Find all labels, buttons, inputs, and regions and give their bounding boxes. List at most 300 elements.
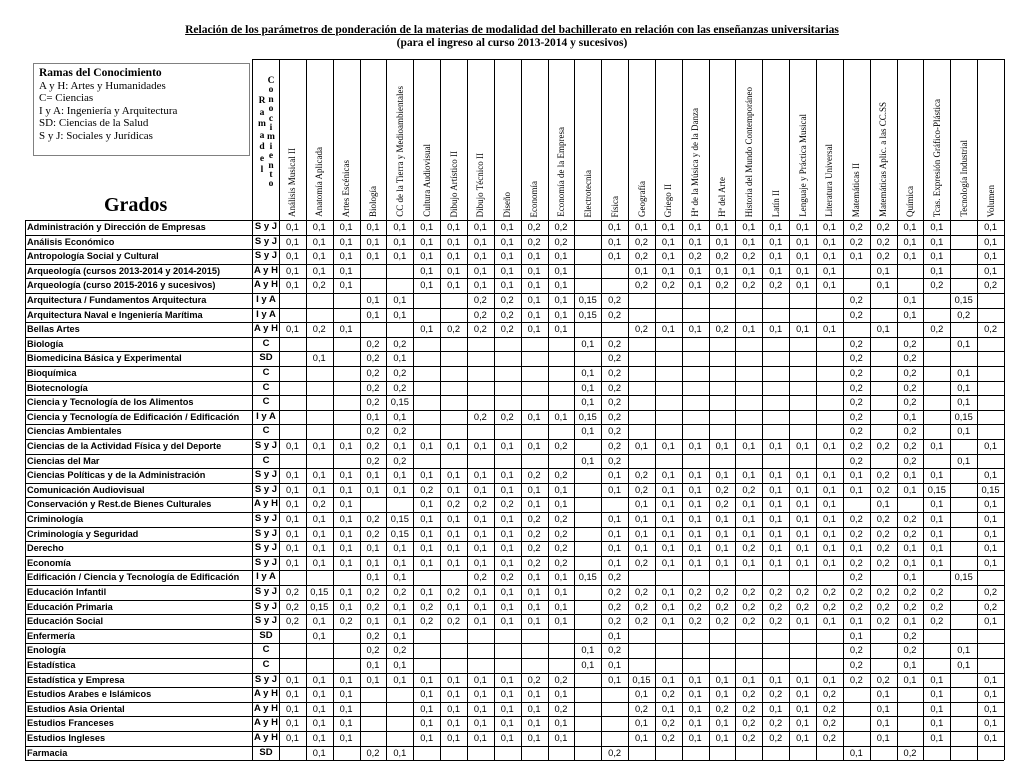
table-cell: 0,1 bbox=[984, 543, 998, 554]
table-cell: 0,1 bbox=[447, 718, 460, 729]
table-cell: 0,1 bbox=[366, 674, 380, 685]
grado-rama: C bbox=[262, 425, 270, 437]
rama-header-letter: a bbox=[259, 130, 265, 141]
rama-header-letter: o bbox=[268, 179, 274, 190]
table-cell: 0,1 bbox=[393, 251, 407, 262]
table-cell: 0,15 bbox=[578, 295, 597, 305]
table-cell: 0,1 bbox=[849, 747, 863, 758]
table-cell: 0,1 bbox=[285, 499, 299, 510]
table-cell: 0,1 bbox=[339, 265, 353, 276]
table-cell: 0,1 bbox=[554, 280, 568, 291]
table-cell: 0,1 bbox=[903, 411, 917, 422]
table-cell: 0,2 bbox=[420, 484, 434, 495]
table-cell: 0,1 bbox=[661, 222, 675, 232]
table-cell: 0,1 bbox=[688, 718, 702, 729]
table-cell: 0,1 bbox=[769, 236, 783, 247]
table-cell: 0,1 bbox=[312, 616, 326, 627]
table-cell: 0,1 bbox=[366, 572, 380, 583]
grado-name: Enfermería bbox=[27, 630, 76, 641]
table-cell: 0,2 bbox=[742, 280, 756, 291]
table-cell: 0,1 bbox=[339, 689, 353, 700]
table-cell: 0,1 bbox=[635, 689, 648, 700]
table-cell: 0,1 bbox=[608, 543, 622, 554]
table-cell: 0,2 bbox=[366, 747, 380, 758]
table-cell: 0,2 bbox=[876, 587, 890, 597]
table-cell: 0,1 bbox=[876, 324, 890, 335]
grado-name: Ciencias Políticas y de la Administración bbox=[27, 470, 206, 481]
table-cell: 0,1 bbox=[930, 733, 944, 743]
table-cell: 0,1 bbox=[742, 324, 756, 335]
table-cell: 0,1 bbox=[285, 674, 299, 685]
table-cell: 0,1 bbox=[420, 236, 434, 247]
grado-rama: SD bbox=[259, 746, 273, 758]
subject-header bbox=[927, 64, 947, 217]
table-cell: 0,1 bbox=[527, 616, 541, 627]
table-cell: 0,1 bbox=[500, 733, 514, 743]
table-cell: 0,2 bbox=[849, 397, 863, 408]
table-cell: 0,1 bbox=[742, 499, 756, 510]
table-cell: 0,1 bbox=[312, 747, 326, 758]
table-cell: 0,1 bbox=[447, 674, 460, 685]
table-cell: 0,2 bbox=[849, 455, 863, 466]
table-cell: 0,1 bbox=[822, 265, 836, 276]
table-cell: 0,1 bbox=[742, 514, 756, 524]
table-cell: 0,1 bbox=[420, 703, 434, 714]
subject-header bbox=[578, 64, 598, 217]
grado-name: Administración y Dirección de Empresas bbox=[27, 222, 206, 232]
table-cell: 0,2 bbox=[715, 280, 729, 291]
table-cell: 0,2 bbox=[554, 470, 568, 481]
grid-line bbox=[252, 59, 1004, 60]
grado-name: Criminología y Seguridad bbox=[27, 528, 139, 539]
table-cell: 0,1 bbox=[500, 441, 514, 451]
table-cell: 0,2 bbox=[366, 630, 380, 641]
table-cell: 0,2 bbox=[849, 236, 863, 247]
grado-rama: S y J bbox=[254, 542, 278, 554]
grado-rama: C bbox=[262, 381, 270, 393]
table-cell: 0,2 bbox=[285, 587, 299, 597]
table-cell: 0,1 bbox=[822, 514, 836, 524]
grid-line bbox=[25, 760, 1004, 761]
table-cell: 0,2 bbox=[849, 514, 863, 524]
table-cell: 0,1 bbox=[581, 455, 595, 466]
rama-header-letter: R bbox=[258, 96, 266, 106]
table-cell: 0,2 bbox=[849, 309, 863, 320]
table-cell: 0,1 bbox=[903, 295, 917, 305]
table-cell: 0,1 bbox=[876, 733, 890, 743]
table-cell: 0,1 bbox=[312, 674, 326, 685]
grado-name: Criminología bbox=[27, 514, 84, 524]
subject-header bbox=[336, 64, 356, 217]
table-cell: 0,2 bbox=[608, 309, 622, 320]
table-cell: 0,1 bbox=[581, 426, 595, 437]
table-cell: 0,1 bbox=[473, 718, 487, 729]
table-cell: 0,2 bbox=[769, 689, 783, 700]
table-cell: 0,1 bbox=[661, 601, 675, 612]
table-cell: 0,2 bbox=[822, 703, 836, 714]
table-cell: 0,1 bbox=[984, 222, 998, 232]
table-cell: 0,2 bbox=[635, 280, 648, 291]
table-cell: 0,1 bbox=[849, 251, 863, 262]
table-cell: 0,2 bbox=[312, 280, 326, 291]
table-cell: 0,1 bbox=[420, 718, 434, 729]
subject-header-label: Literatura Universal bbox=[824, 144, 835, 217]
subject-header bbox=[793, 64, 813, 217]
table-cell: 0,1 bbox=[930, 222, 944, 232]
table-cell: 0,1 bbox=[688, 441, 702, 451]
table-cell: 0,2 bbox=[742, 689, 756, 700]
table-cell: 0,1 bbox=[339, 718, 353, 729]
table-cell: 0,1 bbox=[393, 747, 407, 758]
table-cell: 0,2 bbox=[903, 426, 917, 437]
grado-rama: I y A bbox=[256, 294, 276, 305]
table-cell: 0,1 bbox=[366, 543, 380, 554]
table-cell: 0,1 bbox=[715, 528, 729, 539]
table-cell: 0,15 bbox=[310, 587, 329, 597]
table-cell: 0,1 bbox=[903, 309, 917, 320]
rama-header-letter: m bbox=[267, 132, 275, 143]
table-cell: 0,15 bbox=[390, 397, 409, 408]
table-cell: 0,2 bbox=[849, 222, 863, 232]
subject-header-label: Anatomía Aplicada bbox=[314, 147, 325, 217]
table-cell: 0,1 bbox=[769, 324, 783, 335]
grado-name: Análisis Económico bbox=[27, 236, 115, 247]
table-cell: 0,1 bbox=[688, 324, 702, 335]
grid-line bbox=[25, 220, 1004, 221]
table-cell: 0,2 bbox=[554, 514, 568, 524]
subject-header bbox=[390, 64, 410, 217]
table-cell: 0,2 bbox=[822, 733, 836, 743]
table-cell: 0,2 bbox=[420, 616, 434, 627]
table-cell: 0,2 bbox=[688, 251, 702, 262]
table-cell: 0,1 bbox=[903, 236, 917, 247]
table-cell: 0,1 bbox=[500, 236, 514, 247]
table-cell: 0,2 bbox=[876, 514, 890, 524]
table-cell: 0,2 bbox=[635, 616, 648, 627]
table-cell: 0,1 bbox=[285, 441, 299, 451]
table-cell: 0,1 bbox=[447, 484, 460, 495]
table-cell: 0,1 bbox=[473, 251, 487, 262]
grid-line bbox=[25, 497, 1004, 498]
table-cell: 0,1 bbox=[661, 543, 675, 554]
grid-line bbox=[25, 454, 1004, 455]
rama-header-letter: C bbox=[267, 76, 275, 86]
table-cell: 0,2 bbox=[715, 499, 729, 510]
table-cell: 0,2 bbox=[608, 601, 622, 612]
table-cell: 0,2 bbox=[715, 703, 729, 714]
table-cell: 0,2 bbox=[473, 324, 487, 335]
table-cell: 0,2 bbox=[849, 441, 863, 451]
table-cell: 0,2 bbox=[903, 528, 917, 539]
table-cell: 0,1 bbox=[285, 324, 299, 335]
table-cell: 0,2 bbox=[608, 587, 622, 597]
table-cell: 0,1 bbox=[285, 703, 299, 714]
table-cell: 0,1 bbox=[554, 601, 568, 612]
table-cell: 0,1 bbox=[796, 251, 810, 262]
rama-header-letter: i bbox=[269, 141, 273, 152]
table-cell: 0,1 bbox=[500, 470, 514, 481]
table-cell: 0,1 bbox=[473, 222, 487, 232]
table-cell: 0,2 bbox=[635, 601, 648, 612]
rama-header-letter: e bbox=[268, 151, 274, 162]
table-cell: 0,1 bbox=[393, 674, 407, 685]
table-cell: 0,1 bbox=[796, 528, 810, 539]
table-cell: 0,1 bbox=[420, 674, 434, 685]
table-cell: 0,2 bbox=[903, 587, 917, 597]
table-cell: 0,2 bbox=[849, 368, 863, 378]
table-cell: 0,1 bbox=[420, 324, 434, 335]
table-cell: 0,2 bbox=[339, 616, 353, 627]
table-cell: 0,1 bbox=[796, 470, 810, 481]
table-cell: 0,2 bbox=[527, 528, 541, 539]
grado-rama: S y J bbox=[254, 513, 278, 524]
table-cell: 0,1 bbox=[608, 528, 622, 539]
table-cell: 0,1 bbox=[312, 353, 326, 364]
table-cell: 0,1 bbox=[312, 484, 326, 495]
table-cell: 0,1 bbox=[554, 265, 568, 276]
subject-header-label: Economía de la Empresa bbox=[555, 127, 566, 217]
table-cell: 0,1 bbox=[285, 514, 299, 524]
grado-rama: C bbox=[262, 396, 270, 408]
table-cell: 0,2 bbox=[635, 470, 648, 481]
subject-header bbox=[497, 64, 517, 217]
table-cell: 0,1 bbox=[312, 514, 326, 524]
table-cell: 0,1 bbox=[500, 484, 514, 495]
table-cell: 0,15 bbox=[578, 309, 597, 320]
grado-rama: C bbox=[262, 659, 270, 670]
grado-name: Estudios Asia Oriental bbox=[27, 703, 125, 714]
table-cell: 0,2 bbox=[930, 280, 944, 291]
grid-line bbox=[25, 643, 1004, 644]
rama-header-letter: n bbox=[268, 160, 274, 171]
table-cell: 0,1 bbox=[420, 543, 434, 554]
table-cell: 0,1 bbox=[984, 733, 998, 743]
table-cell: 0,1 bbox=[527, 441, 541, 451]
table-cell: 0,1 bbox=[742, 236, 756, 247]
grado-name: Ciencia y Tecnología de Edificación / Edificación bbox=[27, 411, 240, 422]
table-cell: 0,1 bbox=[500, 616, 514, 627]
rama-header-letter: o bbox=[268, 104, 274, 115]
table-cell: 0,1 bbox=[930, 689, 944, 700]
table-cell: 0,1 bbox=[312, 265, 326, 276]
table-cell: 0,1 bbox=[447, 441, 460, 451]
grid-line bbox=[25, 381, 1004, 382]
table-cell: 0,1 bbox=[715, 236, 729, 247]
subject-header-label: Física bbox=[609, 195, 620, 217]
table-cell: 0,1 bbox=[688, 236, 702, 247]
table-cell: 0,2 bbox=[715, 601, 729, 612]
table-cell: 0,1 bbox=[742, 265, 756, 276]
table-cell: 0,1 bbox=[742, 557, 756, 568]
legend-item: S y J: Sociales y Jurídicas bbox=[39, 129, 153, 142]
subject-header bbox=[417, 64, 437, 217]
table-cell: 0,2 bbox=[527, 514, 541, 524]
table-cell: 0,2 bbox=[849, 601, 863, 612]
rama-header-letter: t bbox=[269, 170, 273, 180]
table-cell: 0,2 bbox=[527, 674, 541, 685]
subject-header-label: Biología bbox=[367, 186, 378, 217]
table-cell: 0,1 bbox=[849, 616, 863, 627]
grado-name: Ciencias del Mar bbox=[27, 455, 100, 466]
subject-header-label: Cultura Audiovisual bbox=[421, 144, 432, 217]
table-cell: 0,2 bbox=[903, 397, 917, 408]
grid-line bbox=[25, 249, 1004, 250]
table-cell: 0,1 bbox=[903, 543, 917, 554]
table-cell: 0,2 bbox=[554, 543, 568, 554]
table-cell: 0,2 bbox=[608, 645, 622, 656]
grid-line bbox=[25, 293, 1004, 294]
table-cell: 0,1 bbox=[339, 601, 353, 612]
grado-rama: S y J bbox=[254, 483, 278, 495]
table-cell: 0,1 bbox=[984, 514, 998, 524]
table-cell: 0,1 bbox=[420, 280, 434, 291]
table-cell: 0,2 bbox=[796, 601, 810, 612]
table-cell: 0,1 bbox=[581, 660, 595, 670]
table-cell: 0,1 bbox=[984, 528, 998, 539]
table-cell: 0,2 bbox=[742, 616, 756, 627]
table-cell: 0,2 bbox=[876, 543, 890, 554]
table-cell: 0,15 bbox=[632, 674, 651, 685]
table-cell: 0,1 bbox=[339, 543, 353, 554]
table-cell: 0,1 bbox=[473, 674, 487, 685]
grid-line bbox=[25, 395, 1004, 396]
table-cell: 0,1 bbox=[903, 674, 917, 685]
grid-line bbox=[25, 702, 1004, 703]
table-cell: 0,1 bbox=[527, 251, 541, 262]
table-cell: 0,15 bbox=[954, 295, 973, 305]
table-cell: 0,1 bbox=[527, 309, 541, 320]
subject-header-label: Diseño bbox=[502, 191, 513, 217]
table-cell: 0,1 bbox=[688, 484, 702, 495]
table-cell: 0,2 bbox=[366, 397, 380, 408]
table-cell: 0,2 bbox=[849, 587, 863, 597]
table-cell: 0,2 bbox=[903, 338, 917, 349]
table-cell: 0,2 bbox=[500, 324, 514, 335]
table-cell: 0,1 bbox=[957, 397, 971, 408]
grid-line bbox=[25, 410, 1004, 411]
table-cell: 0,1 bbox=[554, 324, 568, 335]
table-cell: 0,1 bbox=[285, 222, 299, 232]
subject-header-label: Griego II bbox=[663, 183, 674, 217]
grado-name: Arquitectura Naval e Ingeniería Marítima bbox=[27, 309, 203, 320]
table-cell: 0,1 bbox=[769, 470, 783, 481]
subject-header-label: Economía bbox=[529, 180, 540, 217]
subject-header-label: Hª del Arte bbox=[717, 177, 728, 217]
table-cell: 0,2 bbox=[849, 338, 863, 349]
table-cell: 0,2 bbox=[661, 689, 675, 700]
table-cell: 0,1 bbox=[796, 484, 810, 495]
table-cell: 0,1 bbox=[312, 703, 326, 714]
table-cell: 0,1 bbox=[473, 616, 487, 627]
table-cell: 0,2 bbox=[500, 295, 514, 305]
table-cell: 0,1 bbox=[930, 514, 944, 524]
table-cell: 0,1 bbox=[527, 324, 541, 335]
table-cell: 0,1 bbox=[581, 382, 595, 393]
table-cell: 0,2 bbox=[527, 470, 541, 481]
table-cell: 0,2 bbox=[930, 616, 944, 627]
table-cell: 0,1 bbox=[822, 543, 836, 554]
table-cell: 0,1 bbox=[930, 557, 944, 568]
table-cell: 0,1 bbox=[285, 251, 299, 262]
table-cell: 0,1 bbox=[366, 557, 380, 568]
table-cell: 0,1 bbox=[339, 251, 353, 262]
table-cell: 0,1 bbox=[957, 368, 971, 378]
table-cell: 0,1 bbox=[715, 265, 729, 276]
table-cell: 0,2 bbox=[285, 616, 299, 627]
rama-header-letter: i bbox=[269, 123, 273, 133]
table-cell: 0,1 bbox=[339, 470, 353, 481]
table-cell: 0,2 bbox=[742, 587, 756, 597]
table-cell: 0,1 bbox=[742, 528, 756, 539]
grados-heading: Grados bbox=[104, 194, 168, 216]
table-cell: 0,1 bbox=[930, 441, 944, 451]
table-cell: 0,1 bbox=[366, 411, 380, 422]
table-cell: 0,2 bbox=[876, 674, 890, 685]
table-cell: 0,1 bbox=[393, 660, 407, 670]
table-cell: 0,2 bbox=[930, 587, 944, 597]
subject-header-label: Matemáticas II bbox=[851, 162, 862, 217]
table-cell: 0,1 bbox=[688, 265, 702, 276]
table-cell: 0,1 bbox=[742, 674, 756, 685]
table-cell: 0,2 bbox=[876, 616, 890, 627]
table-cell: 0,1 bbox=[903, 470, 917, 481]
table-cell: 0,1 bbox=[688, 222, 702, 232]
table-cell: 0,2 bbox=[849, 528, 863, 539]
table-cell: 0,1 bbox=[420, 689, 434, 700]
table-cell: 0,2 bbox=[608, 616, 622, 627]
table-cell: 0,2 bbox=[608, 368, 622, 378]
table-cell: 0,1 bbox=[285, 236, 299, 247]
table-cell: 0,1 bbox=[876, 689, 890, 700]
table-cell: 0,1 bbox=[366, 660, 380, 670]
grado-rama: SD bbox=[259, 629, 273, 641]
grid-line bbox=[25, 483, 1004, 484]
table-cell: 0,1 bbox=[984, 265, 998, 276]
table-cell: 0,1 bbox=[447, 703, 460, 714]
table-cell: 0,1 bbox=[903, 572, 917, 583]
table-cell: 0,2 bbox=[554, 222, 568, 232]
table-cell: 0,2 bbox=[715, 616, 729, 627]
table-cell: 0,1 bbox=[822, 222, 836, 232]
table-cell: 0,1 bbox=[822, 484, 836, 495]
table-cell: 0,1 bbox=[608, 674, 622, 685]
table-cell: 0,1 bbox=[822, 441, 836, 451]
grado-rama: S y J bbox=[254, 235, 278, 247]
table-cell: 0,2 bbox=[473, 499, 487, 510]
table-cell: 0,2 bbox=[984, 587, 998, 597]
grado-name: Educación Primaria bbox=[27, 601, 113, 612]
table-cell: 0,2 bbox=[688, 616, 702, 627]
table-cell: 0,1 bbox=[527, 499, 541, 510]
table-cell: 0,1 bbox=[796, 324, 810, 335]
grado-rama: S y J bbox=[254, 586, 278, 597]
table-cell: 0,1 bbox=[796, 441, 810, 451]
table-cell: 0,1 bbox=[554, 689, 568, 700]
table-cell: 0,1 bbox=[715, 557, 729, 568]
table-cell: 0,1 bbox=[796, 703, 810, 714]
table-cell: 0,1 bbox=[285, 557, 299, 568]
table-cell: 0,1 bbox=[527, 295, 541, 305]
table-cell: 0,2 bbox=[661, 718, 675, 729]
table-cell: 0,1 bbox=[285, 689, 299, 700]
table-cell: 0,2 bbox=[903, 601, 917, 612]
grid-line bbox=[25, 351, 1004, 352]
table-cell: 0,2 bbox=[366, 587, 380, 597]
table-cell: 0,1 bbox=[366, 295, 380, 305]
table-cell: 0,2 bbox=[769, 616, 783, 627]
table-cell: 0,1 bbox=[903, 557, 917, 568]
table-cell: 0,2 bbox=[849, 353, 863, 364]
